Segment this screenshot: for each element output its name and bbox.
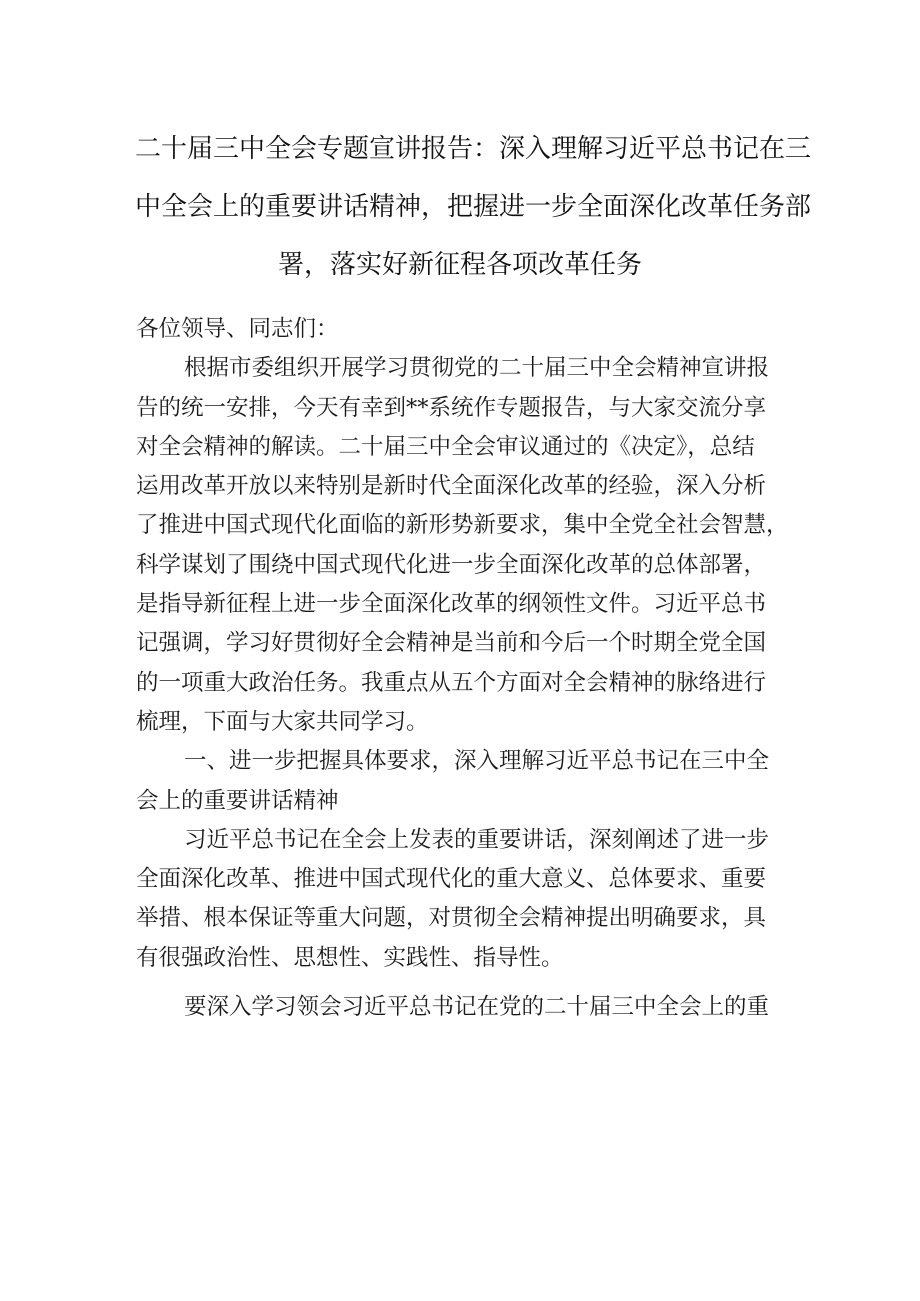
- paragraph-line: 要深入学习领会习近平总书记在党的二十届三中全会上的重: [184, 994, 770, 1021]
- paragraph-line: 有很强政治性、思想性、实践性、指导性。: [136, 944, 564, 971]
- paragraph-line: 对全会精神的解读。二十届三中全会审议通过的《决定》，总结: [136, 433, 755, 460]
- paragraph-line: 科学谋划了围绕中国式现代化进一步全面深化改革的总体部署，: [136, 551, 767, 578]
- paragraph-line: 习近平总书记在全会上发表的重要讲话，深刻阐述了进一步: [184, 826, 770, 853]
- paragraph-line: 告的统一安排，今天有幸到**系统作专题报告，与大家交流分享: [136, 394, 767, 421]
- paragraph-line: 记强调，学习好贯彻好全会精神是当前和今后一个时期全党全国: [136, 630, 767, 657]
- document-body: [136, 310, 789, 1027]
- paragraph-intro: [136, 349, 789, 742]
- section-heading-1: [136, 742, 786, 821]
- title-line-2: 中全会上的重要讲话精神，把握进一步全面深化改革任务部: [135, 192, 812, 222]
- paragraph-line: 全面深化改革、推进中国式现代化的重大意义、总体要求、重要: [136, 866, 767, 893]
- paragraph-line: 根据市委组织开展学习贯彻党的二十届三中全会精神宣讲报: [184, 355, 770, 382]
- heading-line: 一、进一步把握具体要求，深入理解习近平总书记在三中全: [184, 748, 770, 775]
- salutation: 各位领导、同志们：: [136, 316, 339, 342]
- paragraph-line: 梳理，下面与大家共同学习。: [136, 708, 429, 735]
- paragraph-line: 运用改革开放以来特别是新时代全面深化改革的经验，深入分析: [136, 473, 767, 500]
- heading-line: 会上的重要讲话精神: [136, 787, 339, 814]
- title-line-1: 二十届三中全会专题宣讲报告：深入理解习近平总书记在三: [135, 134, 812, 164]
- document-title: [135, 120, 812, 294]
- title-line-3: 署，落实好新征程各项改革任务: [277, 250, 642, 280]
- paragraph-speech: [136, 821, 786, 978]
- paragraph-line: 举措、根本保证等重大问题，对贯彻全会精神提出明确要求，具: [136, 905, 767, 932]
- paragraph-line: 的一项重大政治任务。我重点从五个方面对全会精神的脉络进行: [136, 669, 767, 696]
- paragraph-line: 了推进中国式现代化面临的新形势新要求，集中全党全社会智慧，: [136, 512, 789, 539]
- paragraph-line: 是指导新征程上进一步全面深化改革的纲领性文件。习近平总书: [136, 591, 767, 618]
- paragraph-study: [136, 988, 786, 1027]
